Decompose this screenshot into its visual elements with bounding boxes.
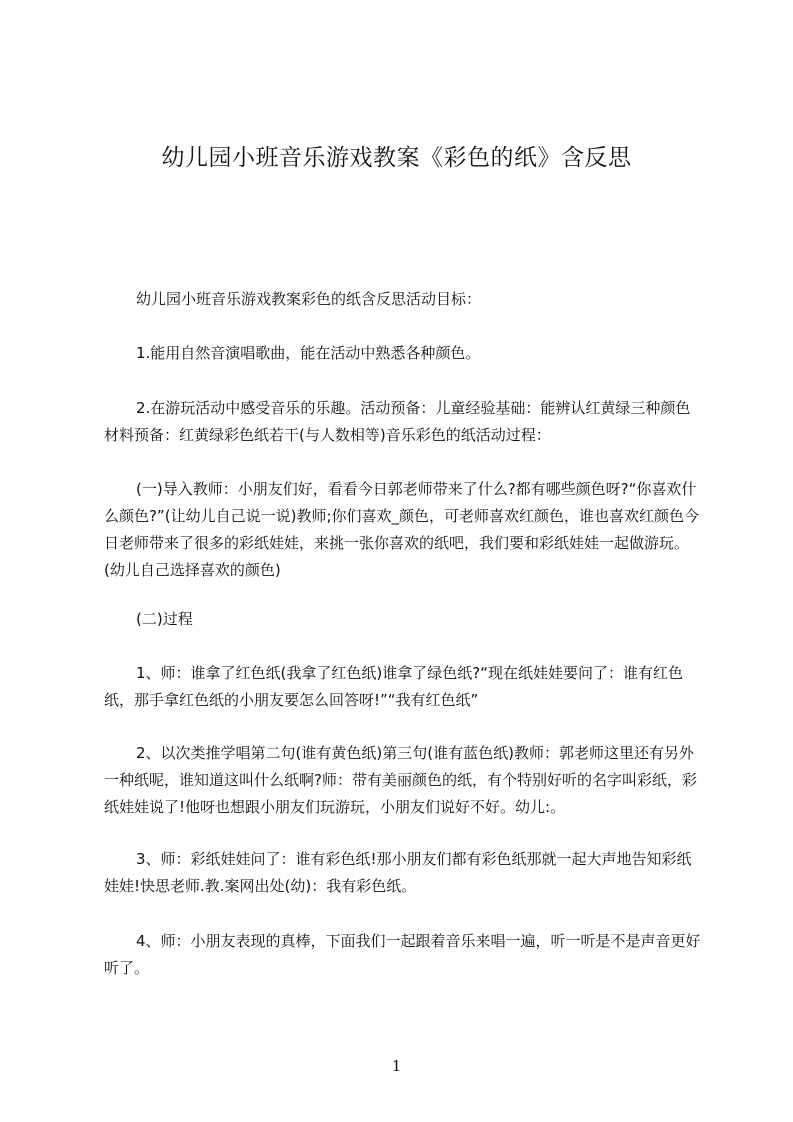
paragraph-process-heading: (二)过程 xyxy=(136,610,193,628)
paragraph-step-2: 2、以次类推学唱第二句(谁有黄色纸)第三句(谁有蓝色纸)教师：郭老师这里还有另外一种纸呢，谁知道这叫什么纸啊?师：带有美丽颜色的纸，有个特别好听的名字叫彩纸，彩纸娃娃说了!他呀也想跟小朋友们玩游玩，小朋友们说好不好。幼儿:。 xyxy=(104,744,697,816)
page-number: 1 xyxy=(391,1057,402,1075)
paragraph-step-3: 3、师：彩纸娃娃问了：谁有彩色纸!那小朋友们都有彩色纸那就一起大声地告知彩纸娃娃!快思老师.教.案网出处(幼)：我有彩色纸。 xyxy=(104,850,692,895)
paragraph-objectives-heading: 幼儿园小班音乐游戏教案彩色的纸含反思活动目标： xyxy=(136,290,482,308)
paragraph-objective-2: 2.在游玩活动中感受音乐的乐趣。活动预备：儿童经验基础：能辨认红黄绿三种颜色材料预备：红黄绿彩色纸若干(与人数相等)音乐彩色的纸活动过程： xyxy=(104,399,691,444)
paragraph-step-4: 4、师：小朋友表现的真棒，下面我们一起跟着音乐来唱一遍，听一听是不是声音更好听了。 xyxy=(104,932,701,977)
paragraph-step-1: 1、师：谁拿了红色纸(我拿了红色纸)谁拿了绿色纸?“现在纸娃娃要问了：谁有红色纸，那手拿红色纸的小朋友要怎么回答呀!”“我有红色纸” xyxy=(104,664,683,709)
paragraph-objective-1: 1.能用自然音演唱歌曲，能在活动中熟悉各种颜色。 xyxy=(136,344,481,362)
document-title: 幼儿园小班音乐游戏教案《彩色的纸》含反思 xyxy=(161,145,632,171)
paragraph-intro-section: (一)导入教师：小朋友们好，看看今日郭老师带来了什么?都有哪些颜色呀?“你喜欢什么颜色?”(让幼儿自己说一说)教师;你们喜欢_颜色，可老师喜欢红颜色，谁也喜欢红颜色今日老师带来了很多的彩纸娃娃，来挑一张你喜欢的纸吧，我们要和彩纸娃娃一起做游玩。(幼儿自己选择喜欢的颜色) xyxy=(104,480,699,579)
